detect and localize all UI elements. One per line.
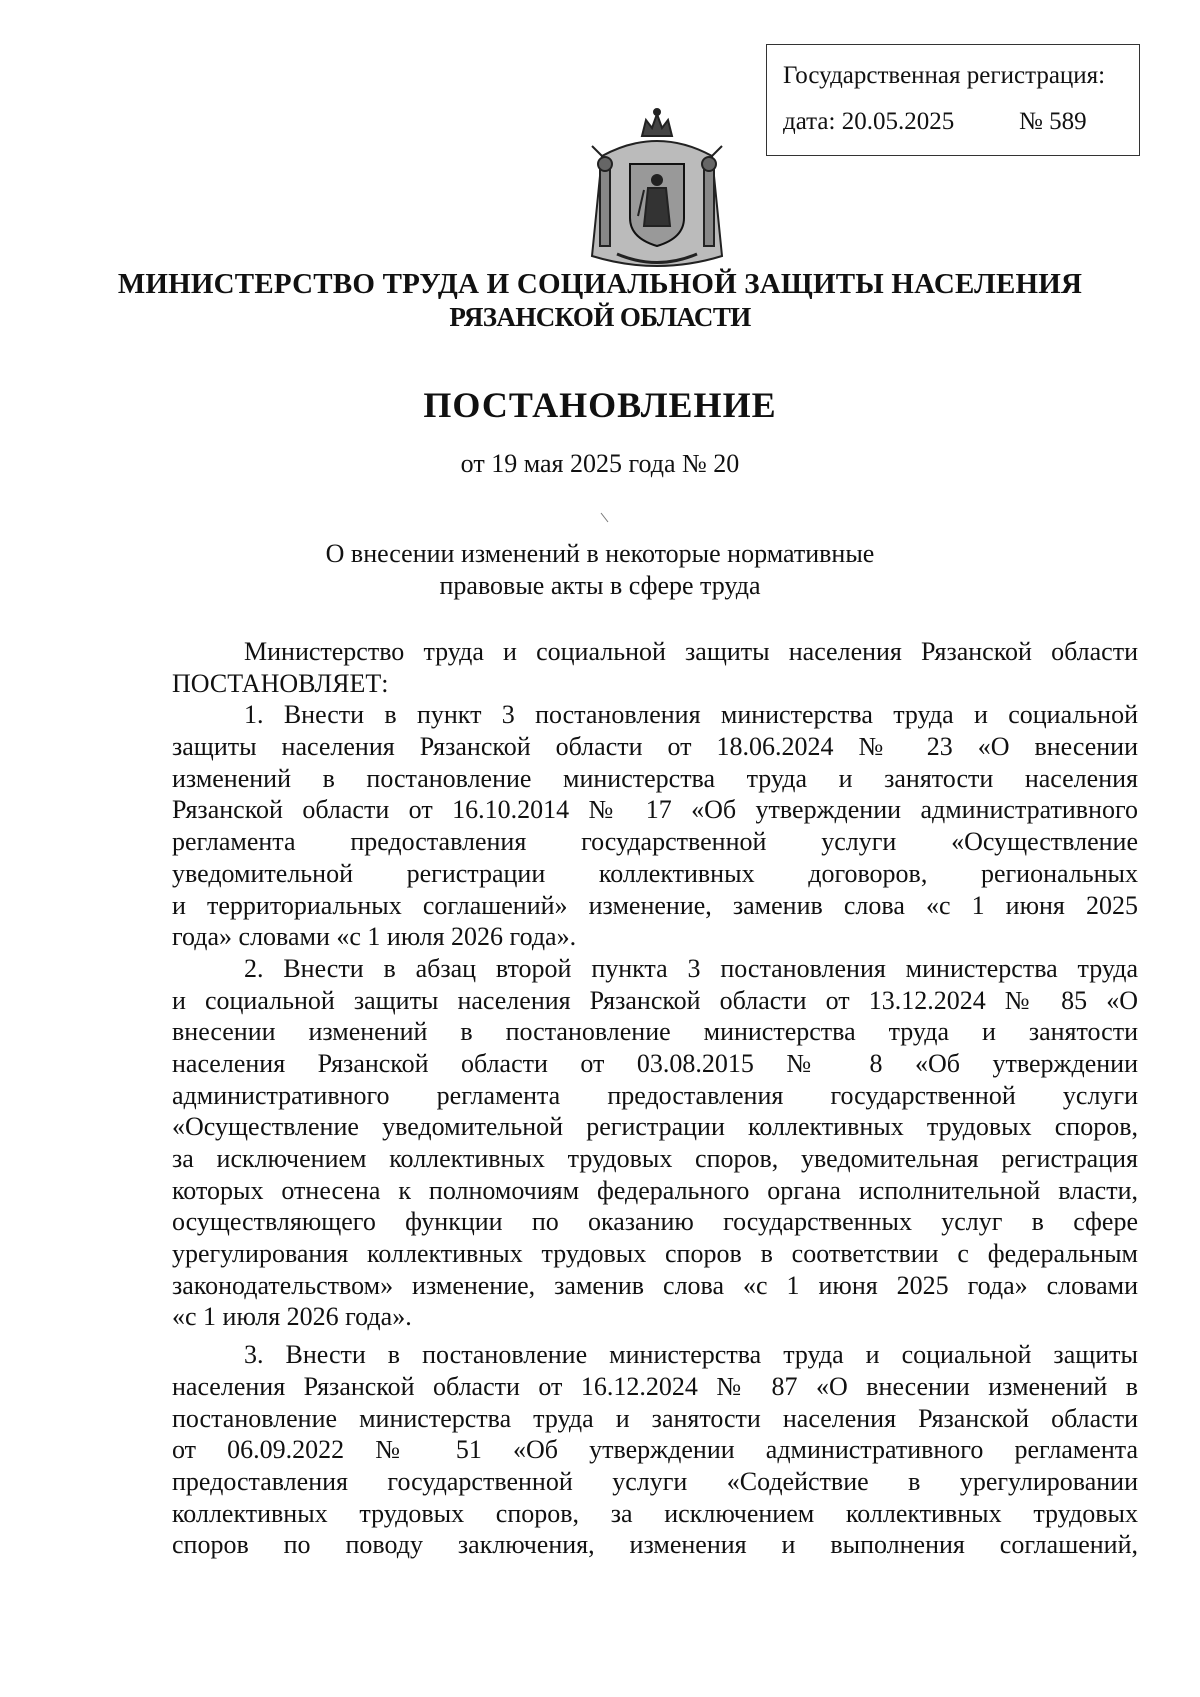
registration-title: Государственная регистрация: xyxy=(783,62,1106,89)
paragraph-1-line: изменений в постановление министерства труда и занятости населения xyxy=(172,763,1138,793)
ministry-name xyxy=(0,268,1200,334)
ministry-name-line2: РЯЗАНСКОЙ ОБЛАСТИ xyxy=(449,302,751,332)
paragraph-3-line: населения Рязанской области от 16.12.2024 № 87 «О внесении изменений в xyxy=(172,1371,1138,1401)
registration-date: дата: 20.05.2025 xyxy=(783,108,955,135)
paragraph-1-line: уведомительной регистрации коллективных договоров, региональных xyxy=(172,858,1138,888)
paragraph-3-line: от 06.09.2022 № 51 «Об утверждении административного регламента xyxy=(172,1435,1138,1465)
paragraph-2-line: осуществляющего функции по оказанию государственных услуг в сфере xyxy=(172,1207,1138,1237)
registration-number: № 589 xyxy=(1019,108,1087,135)
paragraph-2-line: «Осуществление уведомительной регистрации коллективных трудовых споров, xyxy=(172,1112,1138,1142)
document-subject xyxy=(0,538,1200,602)
paragraph-3-line: споров по поводу заключения, изменения и выполнения соглашений, xyxy=(172,1530,1138,1560)
document-type: ПОСТАНОВЛЕНИЕ xyxy=(423,385,777,425)
paragraph-2-line: «с 1 июля 2026 года». xyxy=(172,1302,412,1332)
ministry-name-line1: МИНИСТЕРСТВО ТРУДА И СОЦИАЛЬНОЙ ЗАЩИТЫ НАСЕЛЕНИЯ xyxy=(117,268,1083,300)
paragraph-3-line: постановление министерства труда и занятости населения Рязанской области xyxy=(172,1403,1138,1433)
subject-line1: О внесении изменений в некоторые нормативные xyxy=(325,539,875,568)
paragraph-2-line: административного регламента предоставления государственной услуги xyxy=(172,1080,1138,1110)
paragraph-1-line: года» словами «с 1 июля 2026 года». xyxy=(172,922,577,952)
document-body xyxy=(172,636,1138,1561)
paragraph-1-line: регламента предоставления государственной услуги «Осуществление xyxy=(172,827,1138,857)
document-date: от 19 мая 2025 года № 20 xyxy=(460,449,740,478)
paragraph-2-line: урегулирования коллективных трудовых споров в соответствии с федеральным xyxy=(172,1239,1138,1269)
intro-line: ПОСТАНОВЛЯЕТ: xyxy=(172,668,389,698)
paragraph-2-line: и социальной защиты населения Рязанской области от 13.12.2024 № 85 «О xyxy=(172,985,1138,1015)
coat-of-arms-icon xyxy=(582,106,732,276)
scan-mark xyxy=(600,512,610,524)
paragraph-3-line: 3. Внести в постановление министерства труда и социальной защиты xyxy=(244,1340,1138,1370)
paragraph-1-line: и территориальных соглашений» изменение, заменив слова «с 1 июня 2025 xyxy=(172,890,1138,920)
registration-stamp xyxy=(766,44,1140,156)
paragraph-2-line: 2. Внести в абзац второй пункта 3 постановления министерства труда xyxy=(244,953,1138,983)
paragraph-3-line: коллективных трудовых споров, за исключением коллективных трудовых xyxy=(172,1498,1138,1528)
paragraph-3-line: предоставления государственной услуги «Содействие в урегулировании xyxy=(172,1466,1138,1496)
paragraph-2-line: законодательством» изменение, заменив слова «с 1 июня 2025 года» словами xyxy=(172,1270,1138,1300)
paragraph-2-line: населения Рязанской области от 03.08.2015 № 8 «Об утверждении xyxy=(172,1048,1138,1078)
paragraph-1-line: защиты населения Рязанской области от 18.06.2024 № 23 «О внесении xyxy=(172,732,1138,762)
paragraph-2-line: которых отнесена к полномочиям федерального органа исполнительной власти, xyxy=(172,1175,1138,1205)
paragraph-2-line: за исключением коллективных трудовых споров, уведомительная регистрация xyxy=(172,1144,1138,1173)
intro-line: Министерство труда и социальной защиты населения Рязанской области xyxy=(244,637,1138,666)
paragraph-1-line: Рязанской области от 16.10.2014 № 17 «Об утверждении административного xyxy=(172,795,1138,825)
paragraph-1-line: 1. Внести в пункт 3 постановления министерства труда и социальной xyxy=(244,700,1138,730)
paragraph-2-line: внесении изменений в постановление министерства труда и занятости xyxy=(172,1017,1138,1047)
subject-line2: правовые акты в сфере труда xyxy=(439,571,761,600)
